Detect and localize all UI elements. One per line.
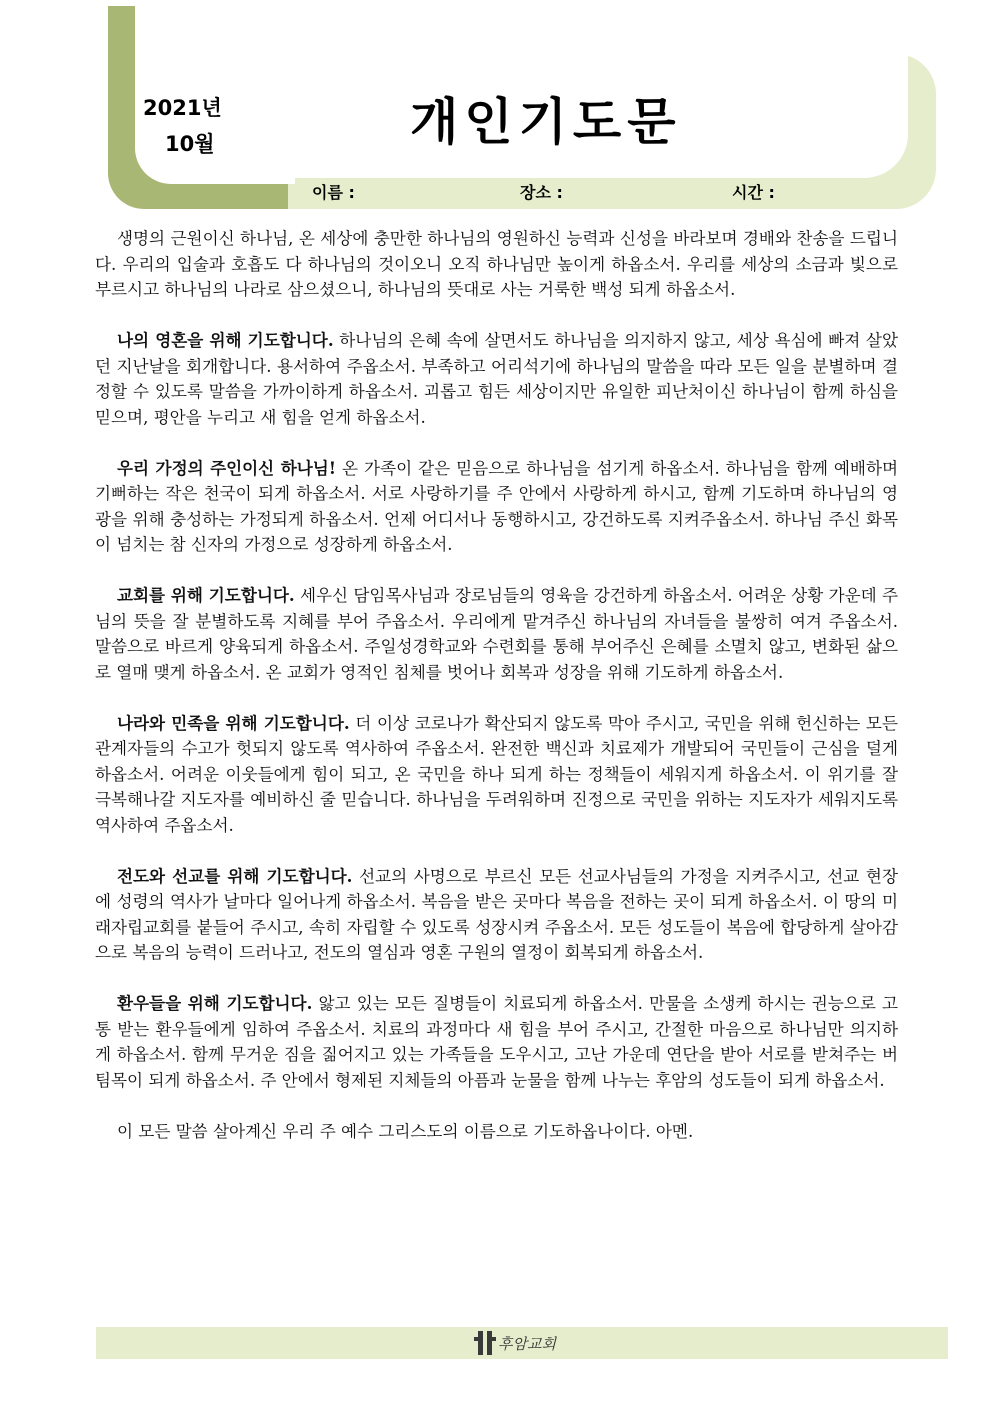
paragraph-heading: 교회를 위해 기도합니다. xyxy=(117,585,295,605)
paragraph-closing xyxy=(95,1119,898,1145)
paragraph-text: 앓고 있는 모든 질병들이 치료되게 하옵소서. 만물을 소생케 하시는 권능으로 고통 받는 환우들에게 임하여 주옵소서. 치료의 과정마다 새 힘을 부어 주시고, 간절한 마음으로 하나님만 의지하게 하옵소서. 함께 무거운 짐을 짊어지고 있는 가족들을 도우시고, 고난 가운데 연단을 받아 서로를 받쳐주는 버팀목이 되게 하옵소서. 주 안에서 형제된 지체들의 아픔과 눈물을 함께 나누는 후암의 성도들이 되게 하옵소서. xyxy=(95,994,899,1090)
header-month: 10월 xyxy=(165,132,215,156)
paragraph-text: 이 모든 말씀 살아계신 우리 주 예수 그리스도의 이름으로 기도하옵나이다. 아멘. xyxy=(117,1121,694,1141)
paragraph-heading: 나라와 민족을 위해 기도합니다. xyxy=(117,712,350,733)
paragraph-soul xyxy=(95,328,898,430)
paragraph-church xyxy=(95,583,898,685)
paragraph-text: 온 가족이 같은 믿음으로 하나님을 섬기게 하옵소서. 하나님을 함께 예배하며 기뻐하는 작은 천국이 되게 하옵소서. 서로 사랑하기를 주 안에서 사랑하게 하시고, 함께 기도하며 하나님의 영광을 위해 충성하는 가정되게 하옵소서. 언제 어디서나 동행하시고, 강건하도록 지켜주옵소서. 하나님 주신 화목이 넘치는 참 신자의 가정으로 성장하게 하옵소서. xyxy=(95,458,898,554)
paragraph-family xyxy=(95,456,898,558)
paragraph-heading: 우리 가정의 주인이신 하나님! xyxy=(117,457,337,478)
header-year: 2021년 xyxy=(143,96,222,120)
paragraph-text: 하나님의 은혜 속에 살면서도 하나님을 의지하지 않고, 세상 욕심에 빠져 살았던 지난날을 회개합니다. 용서하여 주옵소서. 부족하고 어리석기에 하나님의 말씀을 따라 모든 일을 분별하며 결정할 수 있도록 말씀을 가까이하게 하옵소서. 괴롭고 힘든 세상이지만 유일한 피난처이신 하나님이 함께 하심을 믿으며, 평안을 누리고 새 힘을 얻게 하옵소서. xyxy=(95,331,898,427)
paragraph-text: 생명의 근원이신 하나님, 온 세상에 충만한 하나님의 영원하신 능력과 신성을 바라보며 경배와 찬송을 드립니다. 우리의 입술과 호흡도 다 하나님의 것이오니 오직 하나님만 높이게 하옵소서. 우리를 세상의 소금과 빛으로 부르시고 하나님의 나라로 삼으셨으니, 하나님의 뜻대로 사는 거룩한 백성 되게 하옵소서. xyxy=(95,229,898,299)
time-field-label: 시간 : xyxy=(732,183,775,202)
paragraph-text: 세우신 담임목사님과 장로님들의 영육을 강건하게 하옵소서. 어려운 상황 가운데 주님의 뜻을 잘 분별하도록 지혜를 부어 주옵소서. 우리에게 맡겨주신 하나님의 자녀들을 불쌍히 여겨 주옵소서. 말씀으로 바르게 양육되게 하옵소서. 주일성경학교와 수련회를 통해 부어주신 은혜를 소멸치 않고, 변화된 삶으로 열매 맺게 하옵소서. 온 교회가 영적인 침체를 벗어나 회복과 성장을 위해 기도하게 하옵소서. xyxy=(95,586,898,682)
paragraph-opening xyxy=(95,226,898,303)
paragraph-patients xyxy=(95,991,898,1093)
page-title: 개인기도문 xyxy=(410,93,682,151)
cross-icon xyxy=(478,1331,492,1355)
prayer-content xyxy=(95,226,898,1170)
church-logo xyxy=(478,1329,556,1357)
paragraph-heading: 환우들을 위해 기도합니다. xyxy=(117,993,313,1013)
church-name: 후암교회 xyxy=(498,1334,556,1353)
paragraph-heading: 나의 영혼을 위해 기도합니다. xyxy=(117,330,334,350)
place-field-label: 장소 : xyxy=(520,183,563,202)
paragraph-text: 선교의 사명으로 부르신 모든 선교사님들의 가정을 지켜주시고, 선교 현장에 성령의 역사가 날마다 일어나게 하옵소서. 복음을 받은 곳마다 복음을 전하는 곳이 되게 하옵소서. 이 땅의 미래자립교회를 붙들어 주시고, 속히 자립할 수 있도록 성장시켜 주옵소서. 모든 성도들이 복음에 합당하게 살아감으로 복음의 능력이 드러나고, 전도의 열심과 영혼 구원의 열정이 회복되게 하옵소서. xyxy=(95,866,898,962)
paragraph-heading: 전도와 선교를 위해 기도합니다. xyxy=(117,865,353,886)
name-field-label: 이름 : xyxy=(312,183,355,202)
paragraph-text: 더 이상 코로나가 확산되지 않도록 막아 주시고, 국민을 위해 헌신하는 모든 관계자들의 수고가 헛되지 않도록 역사하여 주옵소서. 완전한 백신과 치료제가 개발되어 국민들이 근심을 덜게 하옵소서. 어려운 이웃들에게 힘이 되고, 온 국민을 하나 되게 하는 정책들이 세워지게 하옵소서. 이 위기를 잘 극복해나갈 지도자를 예비하신 줄 믿습니다. 하나님을 두려워하며 진정으로 국민을 위하는 지도자가 세워지도록 역사하여 주옵소서. xyxy=(95,713,898,835)
paragraph-mission xyxy=(95,864,898,966)
paragraph-nation xyxy=(95,711,898,839)
